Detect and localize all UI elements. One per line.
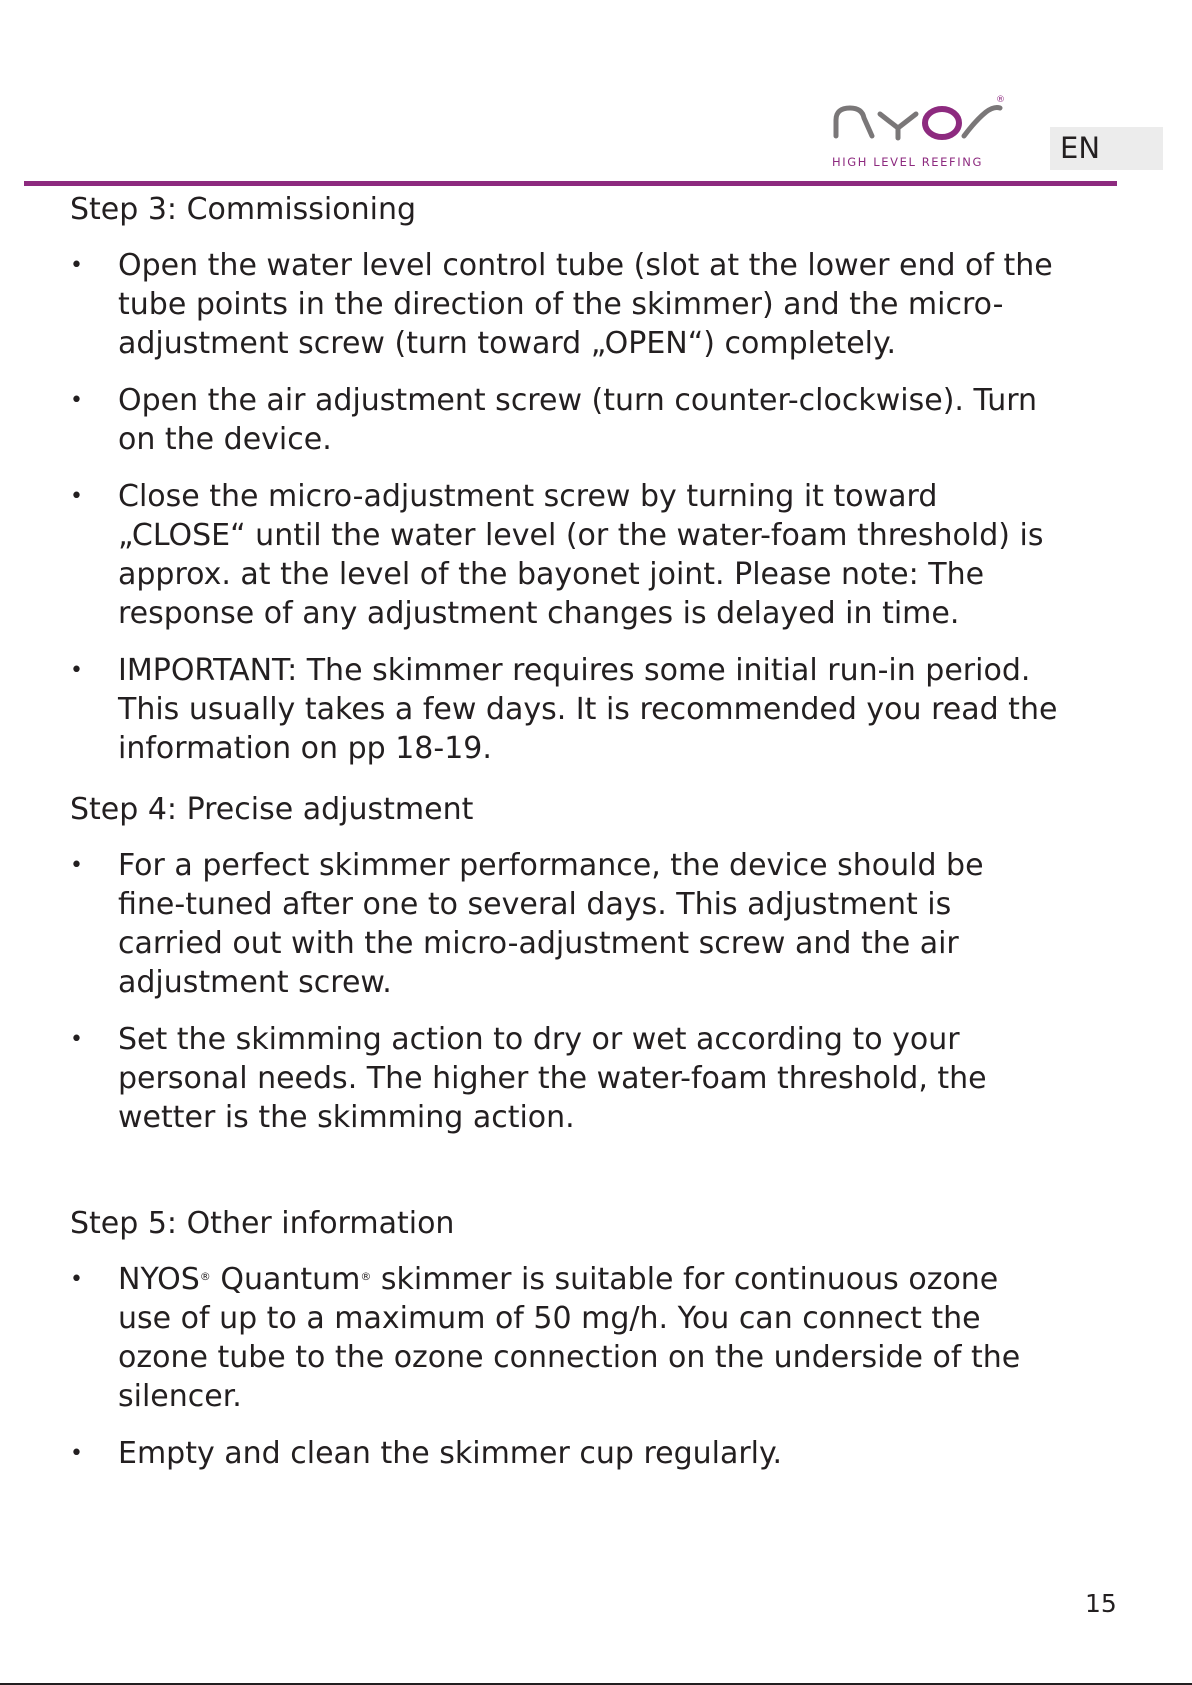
header-divider bbox=[24, 181, 1117, 186]
bullet-list bbox=[70, 246, 1060, 768]
registered-mark: ® bbox=[360, 1270, 372, 1283]
list-item bbox=[70, 1020, 1060, 1137]
bullet-icon: • bbox=[70, 1441, 83, 1466]
logo-tagline: HIGH LEVEL REEFING bbox=[832, 155, 983, 169]
bullet-icon: • bbox=[70, 388, 83, 413]
list-item bbox=[70, 1260, 1060, 1416]
list-item bbox=[70, 381, 1060, 459]
nyos-logo bbox=[832, 90, 1012, 172]
list-item-rest: skimmer is suitable for continuous ozone use of up to a maximum of 50 mg/h. You can connect the ozone tube to the ozone connection on the underside of the silencer. bbox=[118, 1262, 1021, 1414]
list-item bbox=[70, 651, 1060, 768]
list-item bbox=[70, 846, 1060, 1002]
product-name: Quantum bbox=[220, 1262, 361, 1297]
nyos-logo-graphic bbox=[832, 90, 1012, 172]
list-item-text: For a perfect skimmer performance, the device should be fine-tuned after one to several days. This adjustment is carried out with the micro-adjustment screw and the air adjustment screw. bbox=[118, 848, 984, 1000]
section-step-4 bbox=[70, 790, 1060, 1137]
list-item-text: Empty and clean the skimmer cup regularly. bbox=[118, 1436, 783, 1471]
main-content bbox=[70, 190, 1060, 1491]
list-item bbox=[70, 477, 1060, 633]
page-number: 15 bbox=[1085, 1589, 1117, 1618]
list-item-text: Set the skimming action to dry or wet according to your personal needs. The higher the water-foam threshold, the wetter is the skimming action. bbox=[118, 1022, 987, 1135]
page-header bbox=[0, 0, 1192, 185]
bullet-list bbox=[70, 1260, 1060, 1473]
list-item-text: IMPORTANT: The skimmer requires some initial run-in period. This usually takes a few days. It is recommended you read the information on pp 18-19. bbox=[118, 653, 1058, 766]
brand-name: NYOS bbox=[118, 1262, 200, 1297]
list-item-text: Open the water level control tube (slot at the lower end of the tube points in the direction of the skimmer) and the micro-adjustment screw (turn toward „OPEN“) completely. bbox=[118, 248, 1053, 361]
section-heading: Step 5: Other information bbox=[70, 1206, 455, 1241]
bullet-icon: • bbox=[70, 1267, 83, 1292]
list-item bbox=[70, 246, 1060, 363]
bullet-icon: • bbox=[70, 253, 83, 278]
bullet-icon: • bbox=[70, 1027, 83, 1052]
list-item-text bbox=[118, 1260, 1060, 1416]
section-step-3 bbox=[70, 190, 1060, 768]
language-badge: EN bbox=[1050, 127, 1163, 170]
section-heading: Step 3: Commissioning bbox=[70, 192, 417, 227]
list-item bbox=[70, 1434, 1060, 1473]
registered-mark: ® bbox=[996, 95, 1005, 105]
list-item-text: Open the air adjustment screw (turn counter-clockwise). Turn on the device. bbox=[118, 383, 1038, 457]
bullet-list bbox=[70, 846, 1060, 1137]
bullet-icon: • bbox=[70, 853, 83, 878]
section-step-5 bbox=[70, 1204, 1060, 1473]
list-item-text: Close the micro-adjustment screw by turning it toward „CLOSE“ until the water level (or the water-foam threshold) is approx. at the level of the bayonet joint. Please note: The response of any adjustment changes is delayed in time. bbox=[118, 479, 1044, 631]
bullet-icon: • bbox=[70, 484, 83, 509]
bullet-icon: • bbox=[70, 658, 83, 683]
section-heading: Step 4: Precise adjustment bbox=[70, 792, 474, 827]
registered-mark: ® bbox=[199, 1270, 211, 1283]
